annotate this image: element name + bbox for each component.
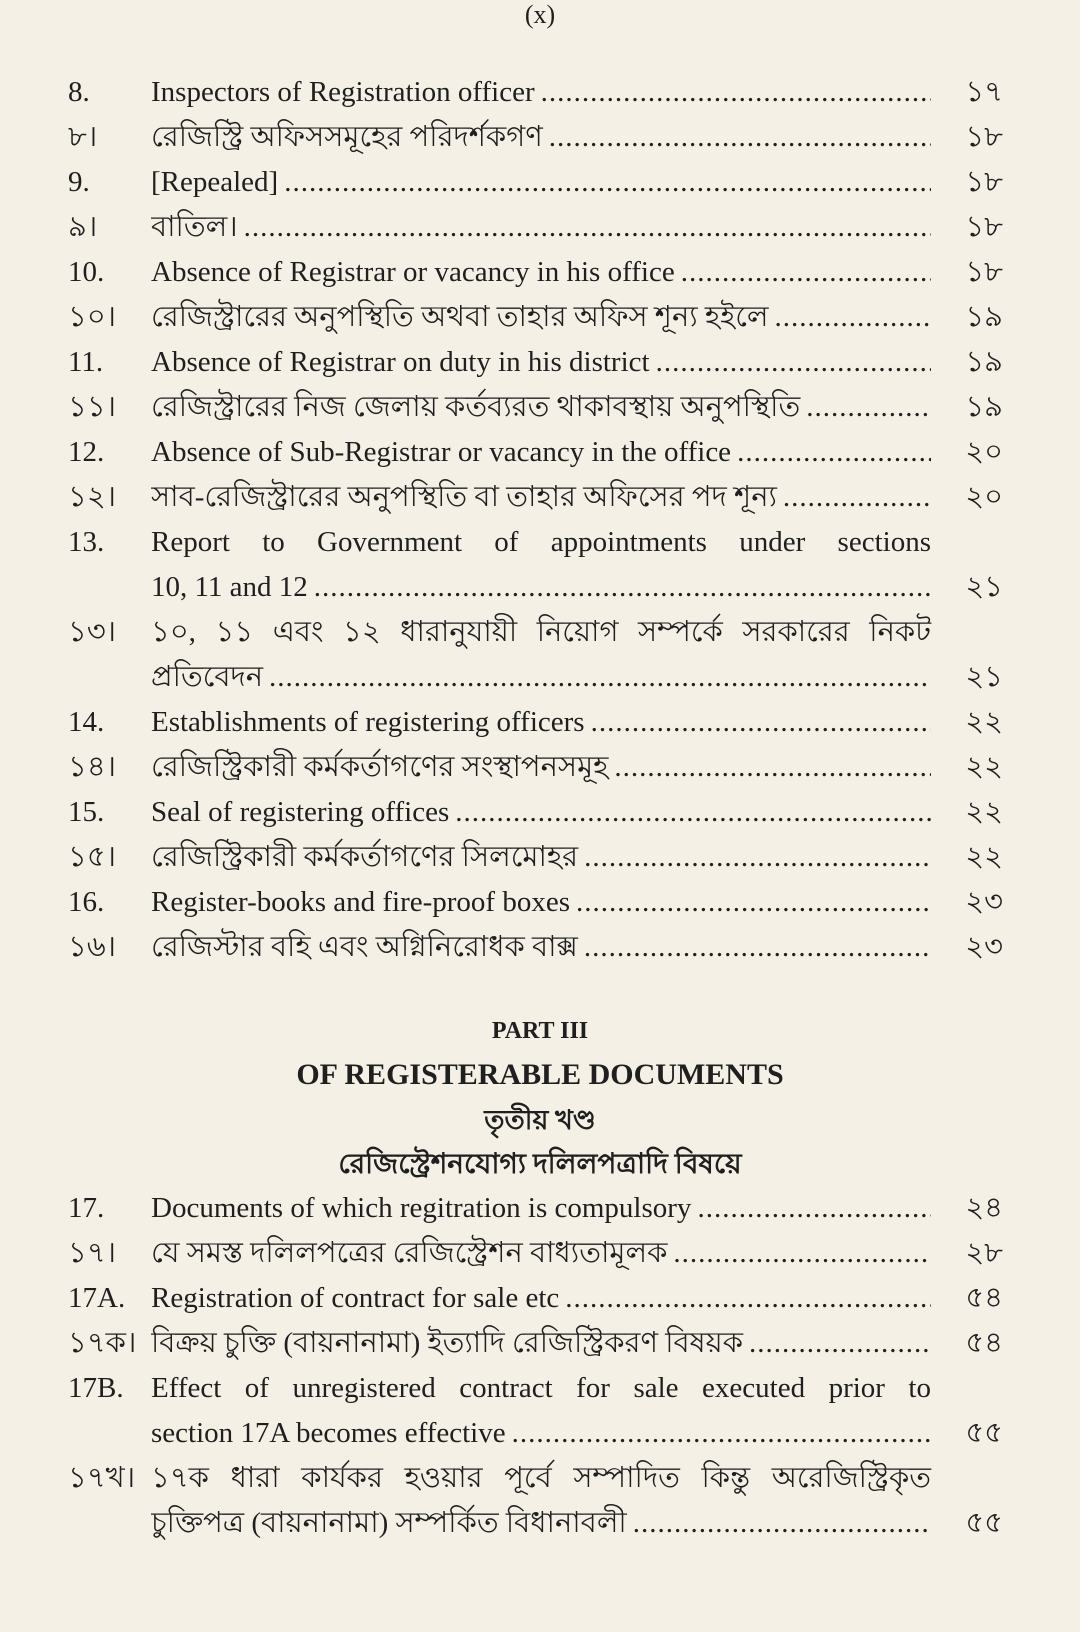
entry-title xyxy=(151,160,931,205)
leader-dots xyxy=(627,1501,931,1546)
entry-title xyxy=(151,1366,931,1456)
toc-entry xyxy=(68,1366,1018,1456)
entry-title-line: 10, 11 and 12 xyxy=(151,571,308,603)
entry-title xyxy=(151,250,931,295)
entry-number: ১২। xyxy=(68,481,117,513)
entry-title-line: সাব-রেজিস্ট্রারের অনুপস্থিতি বা তাহার অফিসের পদ শূন্য xyxy=(151,481,777,513)
leader-dots xyxy=(535,70,931,115)
page-number: (x) xyxy=(524,0,556,29)
entry-title xyxy=(151,880,931,925)
leader-dots xyxy=(308,565,931,610)
entry-page: ২৩ xyxy=(965,886,1003,918)
entry-title-line: Registration of contract for sale etc xyxy=(151,1282,560,1314)
entry-title xyxy=(151,205,931,250)
toc-entry xyxy=(68,295,1018,340)
entry-title-line: Documents of which regitration is compulsory xyxy=(151,1192,692,1224)
entry-title-line: Register-books and fire-proof boxes xyxy=(151,886,570,918)
entry-title-line: রেজিস্ট্রিকারী কর্মকর্তাগণের সিলমোহর xyxy=(151,841,579,873)
toc-entry xyxy=(68,880,1018,925)
entry-title-line: বিক্রয় চুক্তি (বায়নানামা) ইত্যাদি রেজিস্ট্রিকরণ বিষয়ক xyxy=(151,1327,744,1359)
leader-dots xyxy=(691,1186,931,1231)
entry-title-line: Absence of Registrar on duty in his district xyxy=(151,346,650,378)
entry-page: ১৮ xyxy=(965,166,1003,198)
entry-number: 13. xyxy=(68,526,105,558)
entry-title-line: Report to Government of appointments under sections xyxy=(151,526,931,558)
toc-entry xyxy=(68,1231,1018,1276)
toc-entry xyxy=(68,1321,1018,1366)
entry-title xyxy=(151,475,931,520)
entry-page: ৫৫ xyxy=(965,1417,1003,1449)
entry-page: ১৮ xyxy=(965,211,1003,243)
entry-page: ১৯ xyxy=(965,391,1003,423)
entry-title xyxy=(151,115,931,160)
entry-title-line: section 17A becomes effective xyxy=(151,1417,506,1449)
entry-title xyxy=(151,1321,931,1366)
entry-title-line: চুক্তিপত্র (বায়নানামা) সম্পর্কিত বিধানাবলী xyxy=(151,1507,627,1539)
entry-number: ১৫। xyxy=(68,841,117,873)
entry-number: 17B. xyxy=(68,1372,124,1404)
entry-page: ৫৫ xyxy=(965,1507,1003,1539)
entry-title xyxy=(151,1456,931,1546)
entry-title xyxy=(151,295,931,340)
entry-number: 12. xyxy=(68,436,105,468)
leader-dots xyxy=(769,295,931,340)
toc-entry xyxy=(68,1276,1018,1321)
entry-title-line: রেজিস্ট্রিকারী কর্মকর্তাগণের সংস্থাপনসমূহ xyxy=(151,751,609,783)
toc-entry xyxy=(68,70,1018,115)
entry-number: ১৭। xyxy=(68,1237,117,1269)
toc-list-a xyxy=(68,70,1018,970)
part-label-bengali: তৃতীয় খণ্ড xyxy=(484,1105,596,1135)
leader-dots xyxy=(578,925,931,970)
entry-page: ২৮ xyxy=(965,1237,1003,1269)
entry-title-line: Absence of Registrar or vacancy in his office xyxy=(151,256,675,288)
entry-number: ৮। xyxy=(68,121,98,153)
entry-title xyxy=(151,1186,931,1231)
entry-page: ১৮ xyxy=(965,256,1003,288)
entry-page: ২১ xyxy=(965,661,1003,693)
leader-dots xyxy=(570,880,931,925)
entry-number: 8. xyxy=(68,76,90,108)
entry-page: ১৯ xyxy=(965,346,1003,378)
leader-dots xyxy=(675,250,931,295)
entry-page: ২৪ xyxy=(965,1192,1003,1224)
leader-dots xyxy=(449,790,931,835)
entry-page: ২২ xyxy=(965,751,1003,783)
entry-title-line: Effect of unregistered contract for sale executed prior to xyxy=(151,1372,931,1404)
entry-number: 11. xyxy=(68,346,104,378)
entry-number: ১৭ক। xyxy=(68,1327,137,1359)
leader-dots xyxy=(800,385,931,430)
entry-page: ৫৪ xyxy=(965,1327,1003,1359)
toc-entry xyxy=(68,610,1018,700)
entry-page: ১৮ xyxy=(965,121,1003,153)
entry-title xyxy=(151,70,931,115)
part-label: PART III xyxy=(491,1018,589,1044)
toc-entry xyxy=(68,790,1018,835)
entry-title-line: ১০, ১১ এবং ১২ ধারানুযায়ী নিয়োগ সম্পর্কে সরকারের নিকট xyxy=(151,616,931,648)
leader-dots xyxy=(650,340,931,385)
entry-title xyxy=(151,835,931,880)
entry-number: 14. xyxy=(68,706,105,738)
entry-title-line: Absence of Sub-Registrar or vacancy in the office xyxy=(151,436,732,468)
part-title: OF REGISTERABLE DOCUMENTS xyxy=(296,1058,784,1091)
entry-title-line: রেজিস্ট্রি অফিসসমূহের পরিদর্শকগণ xyxy=(151,121,543,153)
entry-title-line: রেজিস্ট্রারের নিজ জেলায় কর্তব্যরত থাকাবস্থায় অনুপস্থিতি xyxy=(151,391,801,423)
entry-number: ১৭খ। xyxy=(68,1462,136,1494)
entry-title-line: Inspectors of Registration officer xyxy=(151,76,535,108)
leader-dots xyxy=(731,430,931,475)
toc-entry xyxy=(68,520,1018,610)
entry-title-line: বাতিল। xyxy=(151,211,238,243)
entry-title xyxy=(151,925,931,970)
entry-number: ১৩। xyxy=(68,616,117,648)
entry-number: ৯। xyxy=(68,211,98,243)
toc-entry xyxy=(68,925,1018,970)
entry-title-line: রেজিস্টার বহি এবং অগ্নিনিরোধক বাক্স xyxy=(151,931,578,963)
toc-entry xyxy=(68,385,1018,430)
entry-title xyxy=(151,1231,931,1276)
part-title-bengali: রেজিস্ট্রেশনযোগ্য দলিলপত্রাদি বিষয়ে xyxy=(338,1149,742,1180)
entry-page: ৫৪ xyxy=(965,1282,1003,1314)
entry-title xyxy=(151,745,931,790)
leader-dots xyxy=(585,700,931,745)
entry-title xyxy=(151,790,931,835)
entry-number: ১৪। xyxy=(68,751,117,783)
entry-number: 10. xyxy=(68,256,105,288)
entry-number: 16. xyxy=(68,886,105,918)
toc-entry xyxy=(68,205,1018,250)
entry-title-line: Seal of registering offices xyxy=(151,796,450,828)
entry-title-line: [Repealed] xyxy=(151,166,279,198)
entry-page: ১৭ xyxy=(965,76,1003,108)
toc-entry xyxy=(68,475,1018,520)
toc-list-b xyxy=(68,1186,1018,1546)
toc-entry xyxy=(68,430,1018,475)
entry-page: ২৩ xyxy=(965,931,1003,963)
toc-entry xyxy=(68,835,1018,880)
toc-entry xyxy=(68,340,1018,385)
leader-dots xyxy=(743,1321,931,1366)
entry-title-line: যে সমস্ত দলিলপত্রের রেজিস্ট্রেশন বাধ্যতামূলক xyxy=(151,1237,668,1269)
leader-dots xyxy=(777,475,931,520)
leader-dots xyxy=(263,655,931,700)
entry-title xyxy=(151,1276,931,1321)
entry-number: 17. xyxy=(68,1192,105,1224)
entry-page: ২২ xyxy=(965,706,1003,738)
entry-title-line: প্রতিবেদন xyxy=(151,661,264,693)
entry-page: ১৯ xyxy=(965,301,1003,333)
entry-number: 15. xyxy=(68,796,105,828)
toc-entry xyxy=(68,1456,1018,1546)
entry-title-line: Establishments of registering officers xyxy=(151,706,585,738)
entry-number: 17A. xyxy=(68,1282,126,1314)
entry-title xyxy=(151,430,931,475)
entry-title-line: ১৭ক ধারা কার্যকর হওয়ার পূর্বে সম্পাদিত কিন্তু অরেজিস্ট্রিকৃত xyxy=(151,1462,931,1494)
leader-dots xyxy=(559,1276,931,1321)
toc-entry xyxy=(68,160,1018,205)
leader-dots xyxy=(667,1231,931,1276)
entry-number: ১৬। xyxy=(68,931,117,963)
leader-dots xyxy=(278,160,931,205)
toc-entry xyxy=(68,700,1018,745)
entry-title xyxy=(151,340,931,385)
toc-entry xyxy=(68,115,1018,160)
entry-title xyxy=(151,700,931,745)
leader-dots xyxy=(238,205,931,250)
toc-entry xyxy=(68,745,1018,790)
entry-page: ২২ xyxy=(965,796,1003,828)
entry-page: ২০ xyxy=(965,481,1003,513)
entry-page: ২২ xyxy=(965,841,1003,873)
leader-dots xyxy=(608,745,931,790)
entry-title-line: রেজিস্ট্রারের অনুপস্থিতি অথবা তাহার অফিস শূন্য হইলে xyxy=(151,301,769,333)
leader-dots xyxy=(578,835,931,880)
entry-page: ২০ xyxy=(965,436,1003,468)
entry-title xyxy=(151,520,931,610)
entry-title xyxy=(151,610,931,700)
leader-dots xyxy=(506,1411,931,1456)
entry-number: ১০। xyxy=(68,301,117,333)
leader-dots xyxy=(543,115,931,160)
entry-number: ১১। xyxy=(68,391,117,423)
entry-number: 9. xyxy=(68,166,90,198)
toc-entry xyxy=(68,1186,1018,1231)
toc-entry xyxy=(68,250,1018,295)
entry-title xyxy=(151,385,931,430)
entry-page: ২১ xyxy=(965,571,1003,603)
